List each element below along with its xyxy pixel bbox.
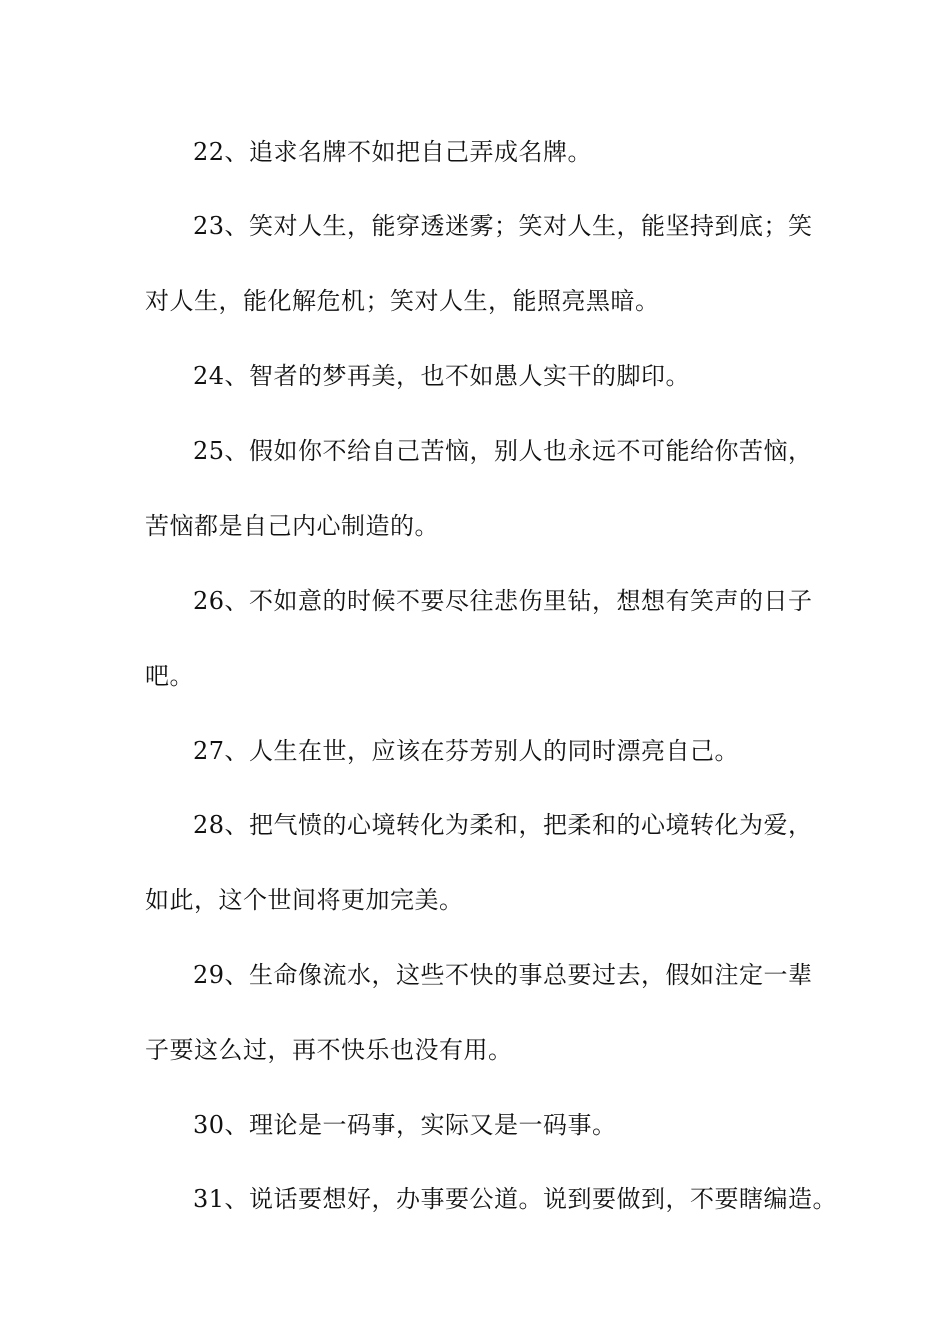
paragraph-28-line-2: 如此，这个世间将更加完美。 — [145, 886, 464, 914]
paragraph-26-line-2: 吧。 — [145, 662, 194, 690]
paragraph-29-line-2: 子要这么过，再不快乐也没有用。 — [145, 1036, 513, 1064]
paragraph-24-line-1: 24、智者的梦再美，也不如愚人实干的脚印。 — [193, 362, 691, 390]
paragraph-28-line-1: 28、把气愤的心境转化为柔和，把柔和的心境转化为爱， — [193, 811, 813, 839]
paragraph-22-line-1: 22、追求名牌不如把自己弄成名牌。 — [193, 138, 593, 166]
paragraph-23-line-1: 23、笑对人生，能穿透迷雾；笑对人生，能坚持到底；笑 — [193, 212, 813, 240]
paragraph-25-line-2: 苦恼都是自己内心制造的。 — [145, 512, 439, 540]
paragraph-27-line-1: 27、人生在世，应该在芬芳别人的同时漂亮自己。 — [193, 737, 740, 765]
paragraph-25-line-1: 25、假如你不给自己苦恼，别人也永远不可能给你苦恼， — [193, 437, 813, 465]
paragraph-30-line-1: 30、理论是一码事，实际又是一码事。 — [193, 1111, 617, 1139]
paragraph-23-line-2: 对人生，能化解危机；笑对人生，能照亮黑暗。 — [145, 287, 660, 315]
paragraph-29-line-1: 29、生命像流水，这些不快的事总要过去，假如注定一辈 — [193, 961, 813, 989]
paragraph-31-line-1: 31、说话要想好，办事要公道。说到要做到，不要瞎编造。 — [193, 1185, 838, 1213]
paragraph-26-line-1: 26、不如意的时候不要尽往悲伤里钻，想想有笑声的日子 — [193, 587, 813, 615]
